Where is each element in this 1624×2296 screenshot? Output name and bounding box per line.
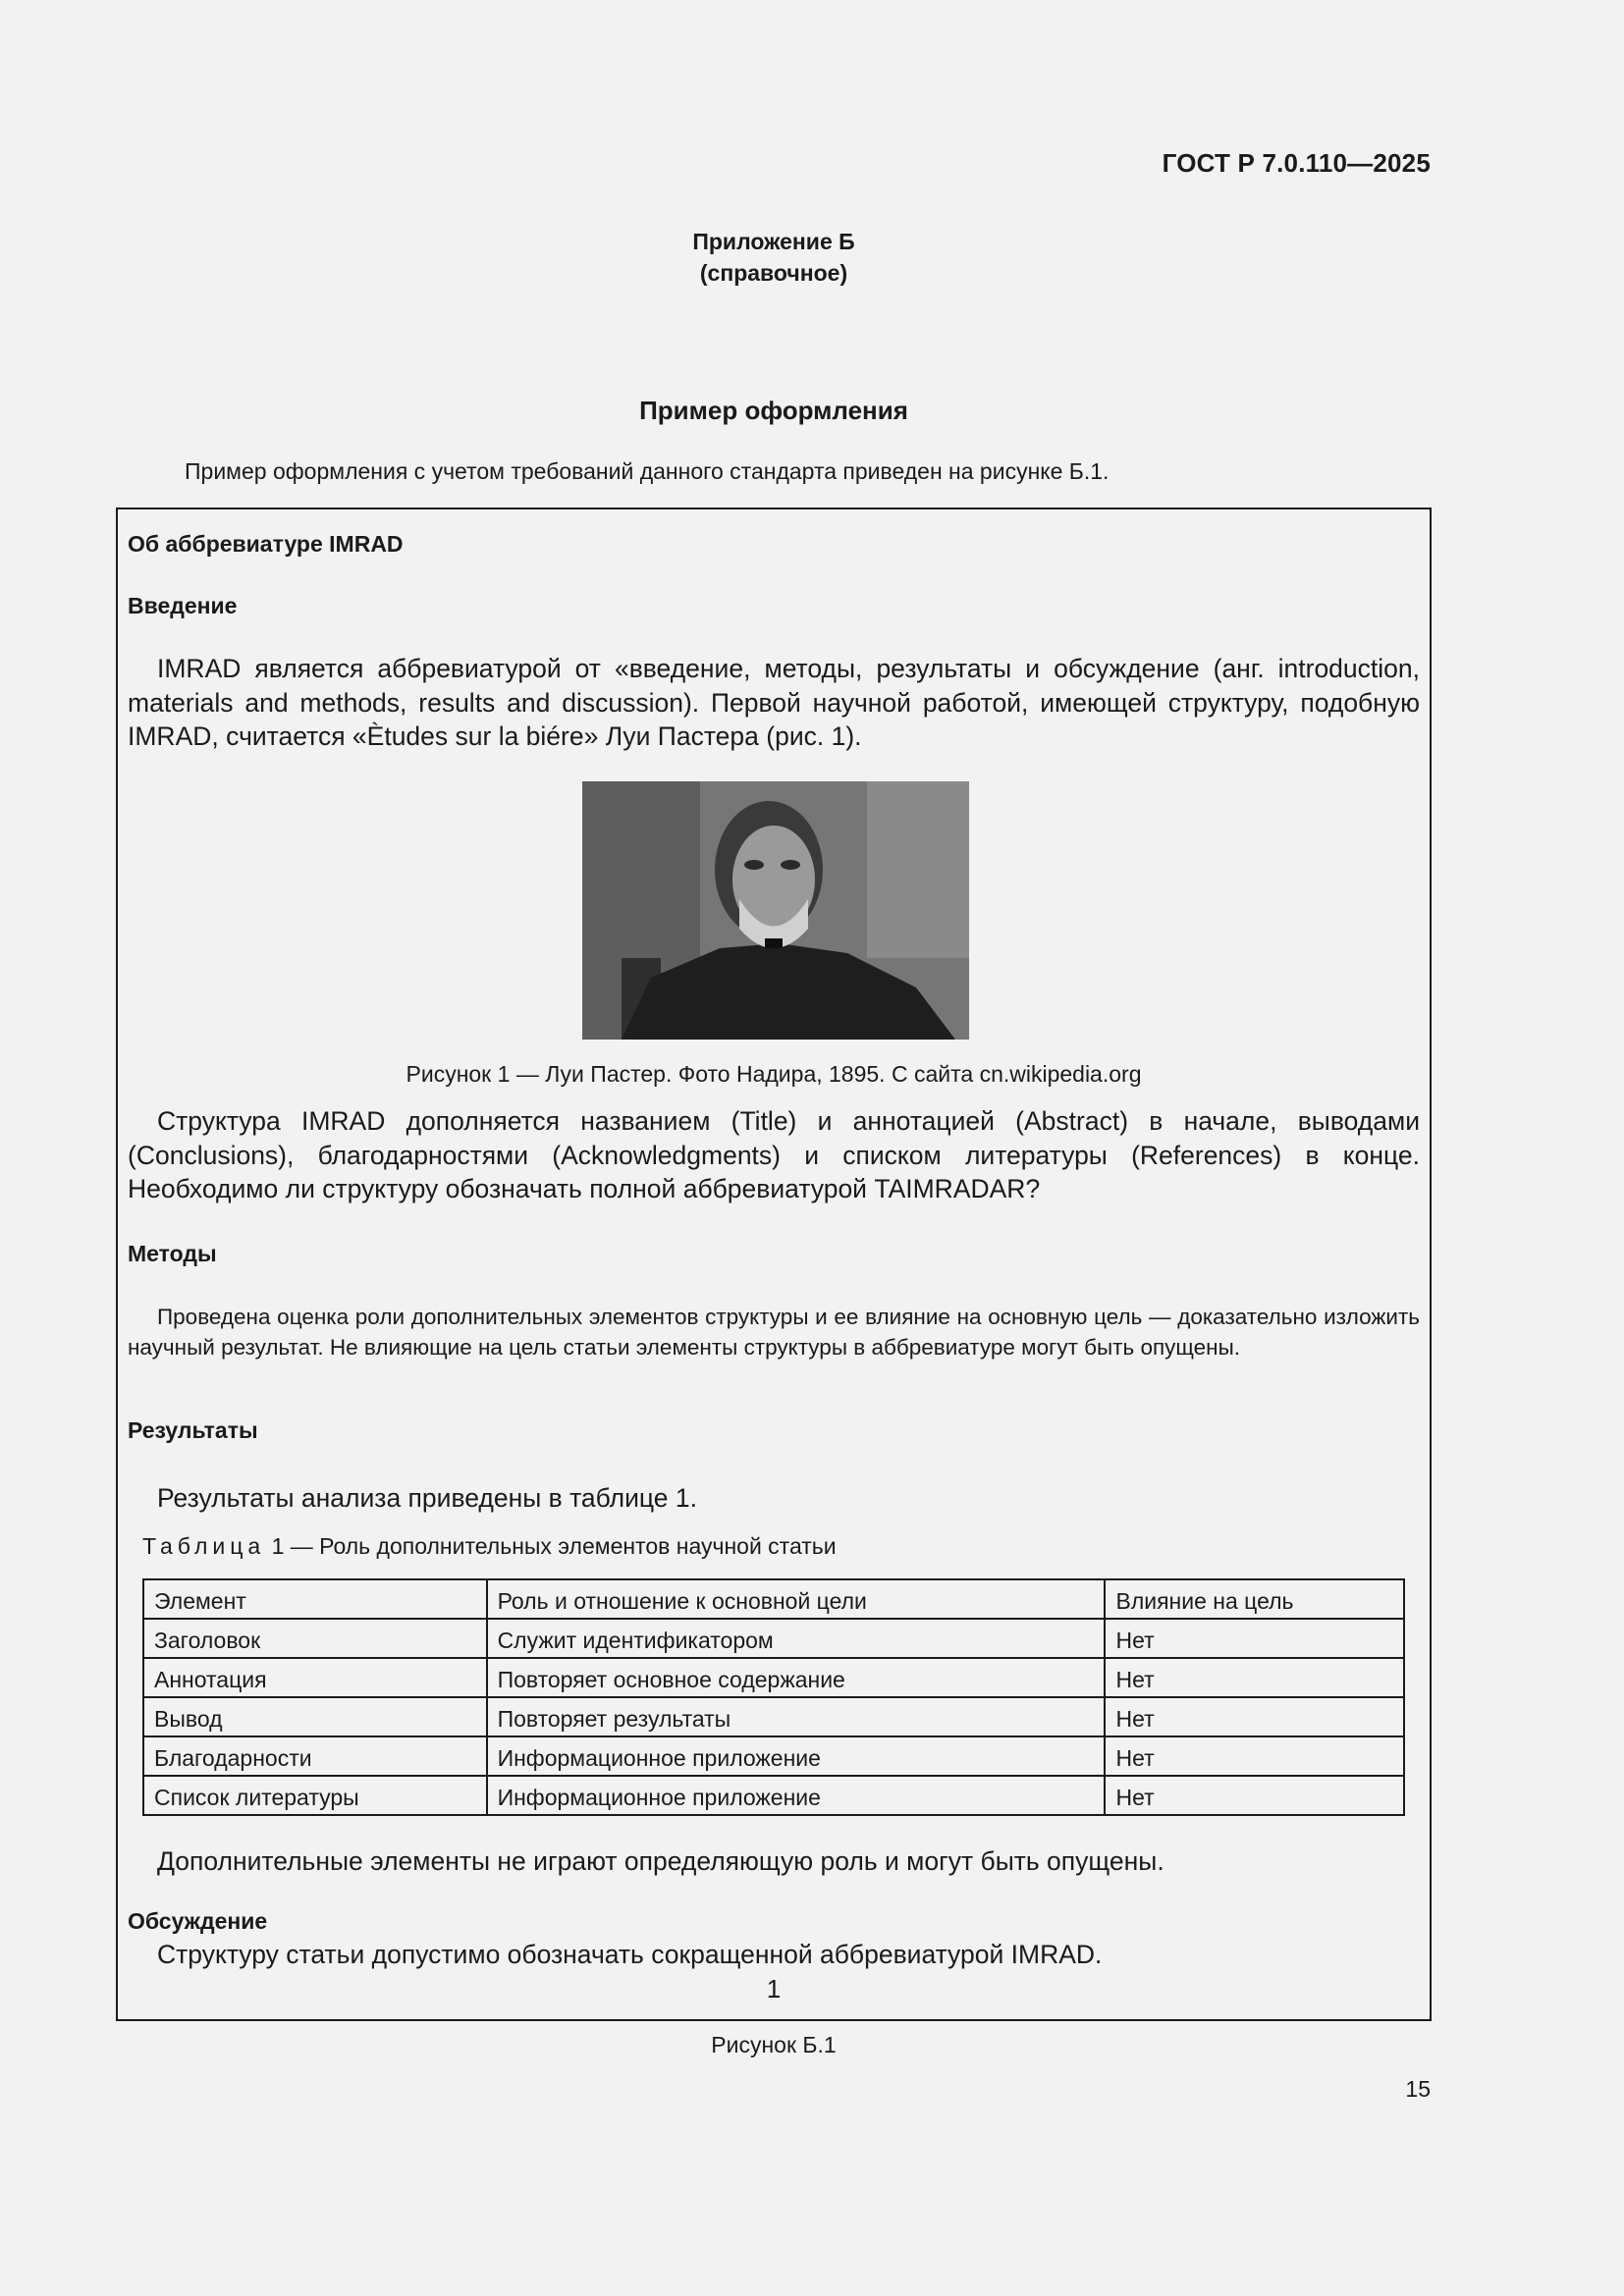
table-cell: Повторяет результаты [487,1697,1106,1736]
table-cell: Информационное приложение [487,1776,1106,1815]
structure-text: Структура IMRAD дополняется названием (Title) и аннотацией (Abstract) в начале, выводами (Conclusions), благодарностями (Acknowledgments) и списком литературы (References) в конце. Необходимо ли структуру обозначать полной аббревиатурой TAIMRADAR? [128,1106,1420,1203]
table-cell: Аннотация [143,1658,487,1697]
photo-caption: Рисунок 1 — Луи Пастер. Фото Надира, 1895. С сайта cn.wikipedia.org [406,1061,1142,1087]
results-conclusion: Дополнительные элементы не играют определяющую роль и могут быть опущены. [157,1846,1164,1876]
appendix-title: Приложение Б [692,229,855,254]
portrait-photo [582,781,969,1040]
discussion-text: Структуру статьи допустимо обозначать сокращенной аббревиатурой IMRAD. [157,1940,1103,1969]
figure-label: Рисунок Б.1 [711,2032,837,2057]
results-heading: Результаты [128,1417,258,1443]
table-caption: 1 — Роль дополнительных элементов научной статьи [271,1533,837,1559]
table-cell: Служит идентификатором [487,1619,1106,1658]
table-row [143,1658,1404,1697]
table-header-cell: Влияние на цель [1105,1579,1404,1619]
table-row [143,1619,1404,1658]
figure-frame [116,507,1432,2021]
intro-heading: Введение [128,593,238,618]
table-cell: Благодарности [143,1736,487,1776]
table-cell: Нет [1105,1658,1404,1697]
table-row [143,1776,1404,1815]
table-row [143,1697,1404,1736]
intro-text: IMRAD является аббревиатурой от «введение, методы, результаты и обсуждение (анг. introduction, materials and methods, results and discussion). Первой научной работой, имеющей структуру, подобную IMRAD, считается «Ètudes sur la biére» Луи Пастера (рис. 1). [128,654,1420,751]
results-text: Результаты анализа приведены в таблице 1. [157,1483,697,1513]
standard-code: ГОСТ Р 7.0.110—2025 [1162,148,1431,178]
table-header-row [143,1579,1404,1619]
section-title: Пример оформления [639,396,908,425]
table-cell: Вывод [143,1697,487,1736]
table-header-cell: Элемент [143,1579,487,1619]
portrait-photo-image [582,781,969,1040]
methods-text: Проведена оценка роли дополнительных элементов структуры и ее влияние на основную цель — доказательно изложить научный результат. Не влияющие на цель статьи элементы структуры в аббревиатуре могут быть опущены. [128,1305,1420,1360]
table-cell: Список литературы [143,1776,487,1815]
methods-heading: Методы [128,1241,217,1266]
table-title [142,1533,837,1560]
table-header-cell: Роль и отношение к основной цели [487,1579,1106,1619]
table-cell: Нет [1105,1619,1404,1658]
table-cell: Нет [1105,1776,1404,1815]
table-cell: Нет [1105,1736,1404,1776]
article-title: Об аббревиатуре IMRAD [128,531,404,557]
elements-table [142,1578,1405,1816]
inner-page-number: 1 [766,1974,782,2003]
appendix-heading [0,226,1547,289]
table-cell: Повторяет основное содержание [487,1658,1106,1697]
table-cell: Информационное приложение [487,1736,1106,1776]
intro-paragraph: Пример оформления с учетом требований данного стандарта приведен на рисунке Б.1. [185,458,1110,484]
table-cell: Заголовок [143,1619,487,1658]
table-row [143,1736,1404,1776]
page-number: 15 [1405,2076,1431,2102]
appendix-subtitle: (справочное) [699,260,848,286]
table-cell: Нет [1105,1697,1404,1736]
discussion-heading: Обсуждение [128,1908,268,1934]
table-label: Таблица [142,1533,266,1559]
